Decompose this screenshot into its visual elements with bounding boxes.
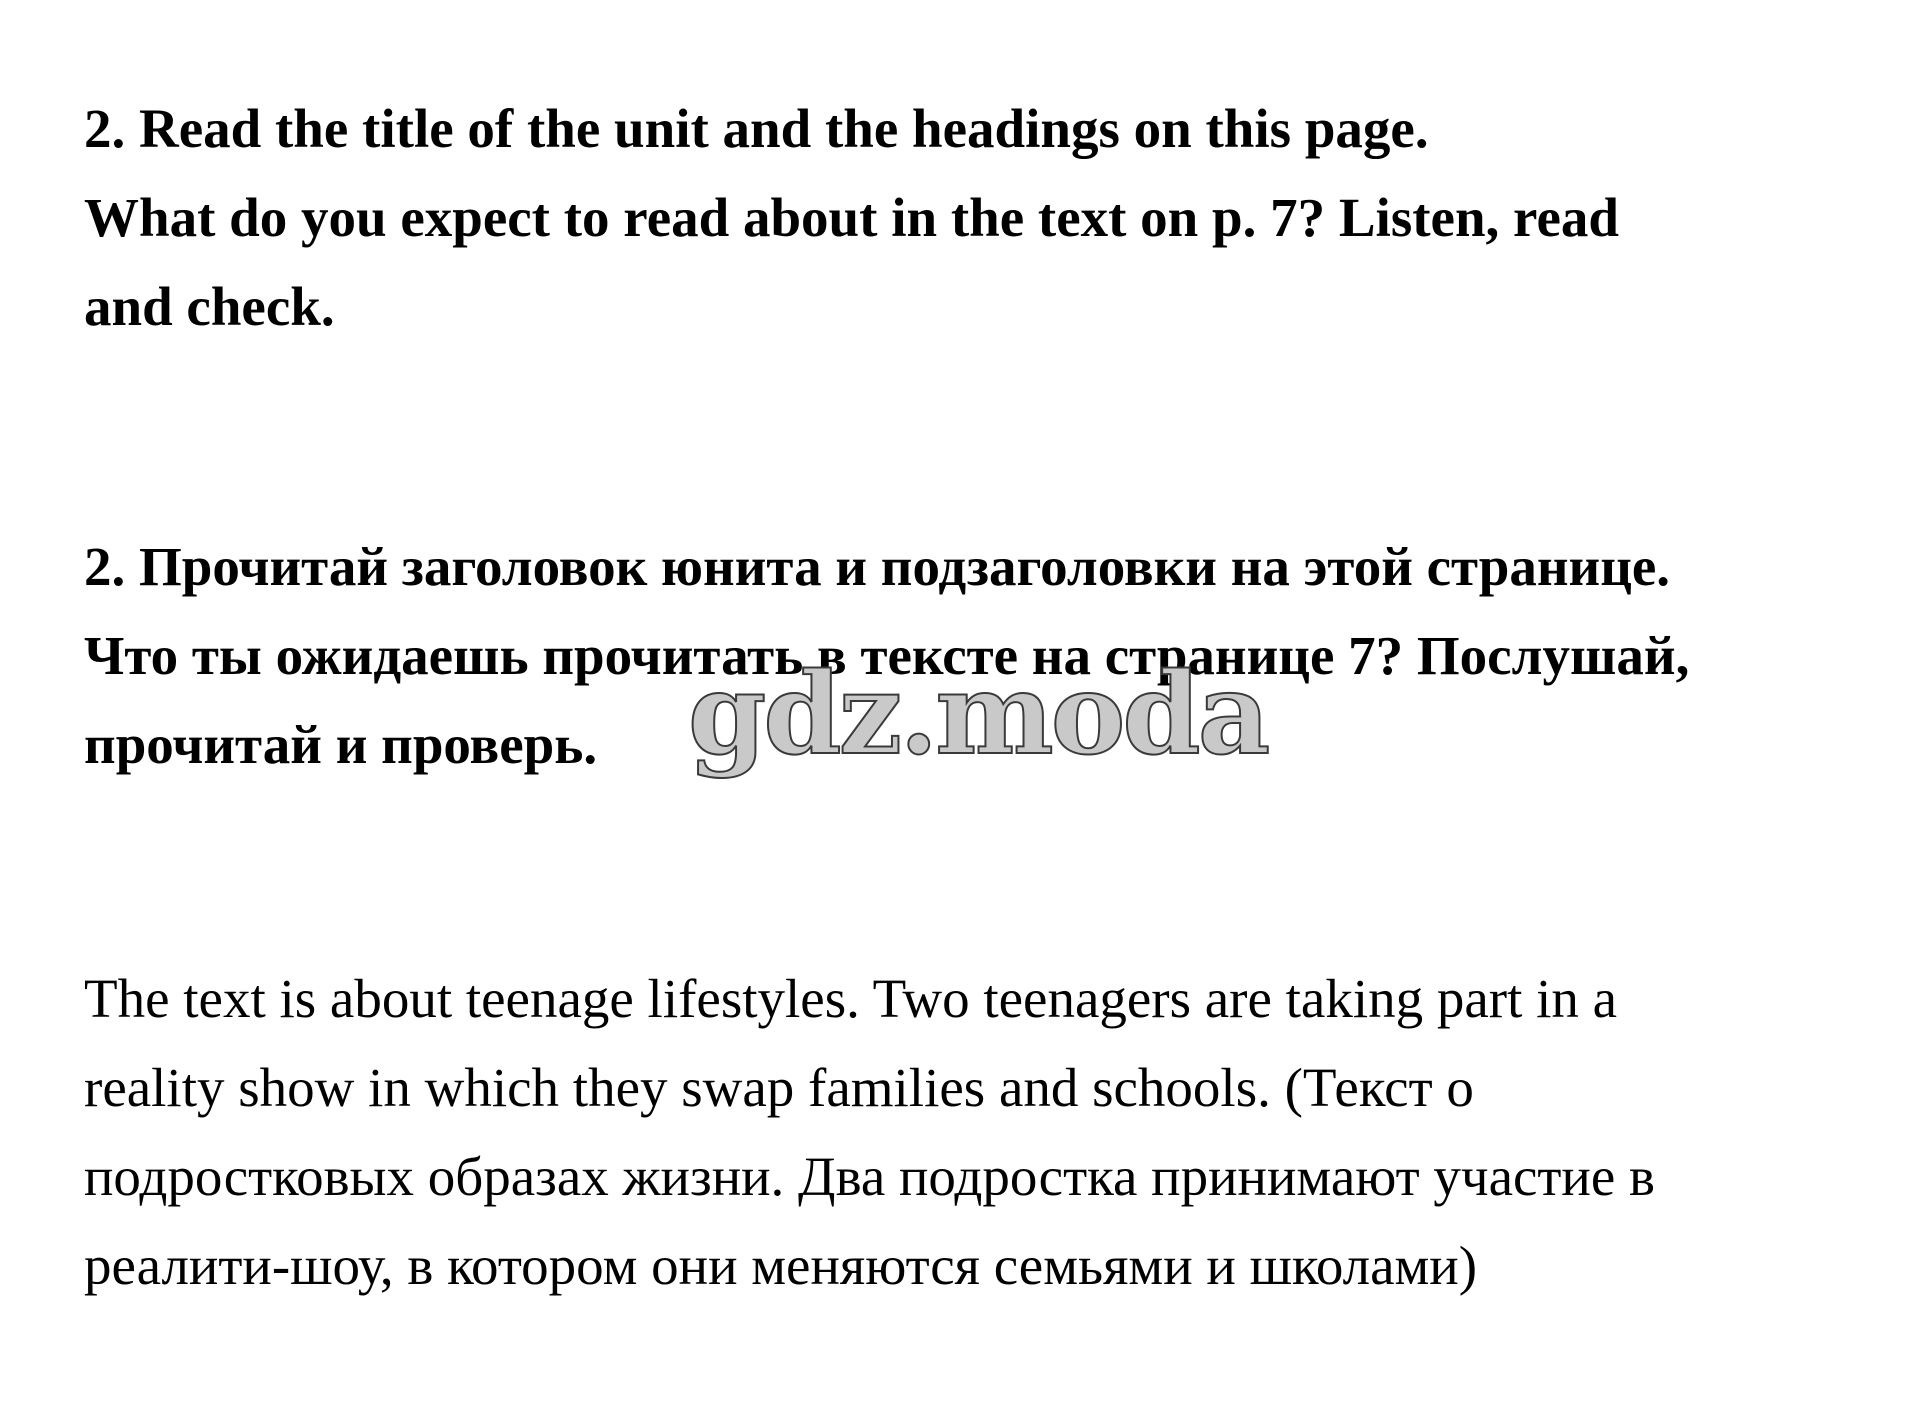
watermark-logo: gdz.moda xyxy=(688,649,1268,780)
task-english-line: and check. xyxy=(84,276,335,337)
answer-text xyxy=(84,954,1844,1310)
task-russian-line: прочитай и проверь. xyxy=(84,714,598,775)
task-english xyxy=(84,84,1844,351)
answer-line: The text is about teenage lifestyles. Two teenagers are taking part in a xyxy=(84,968,1618,1029)
answer-line: reality show in which they swap families and schools. (Текст о xyxy=(84,1057,1474,1118)
answer-line: подростковых образах жизни. Два подростка принимают участие в xyxy=(84,1146,1655,1207)
task-russian-line: Что ты ожидаешь прочитать в тексте на странице 7? Послушай, xyxy=(84,625,1690,686)
task-english-line: What do you expect to read about in the text on p. 7? Listen, read xyxy=(84,187,1619,248)
answer-line: реалити-шоу, в котором они меняются семьями и школами) xyxy=(84,1235,1478,1296)
task-russian-line: 2. Прочитай заголовок юнита и подзаголовки на этой странице. xyxy=(84,536,1671,597)
task-english-line: 2. Read the title of the unit and the headings on this page. xyxy=(84,98,1429,159)
